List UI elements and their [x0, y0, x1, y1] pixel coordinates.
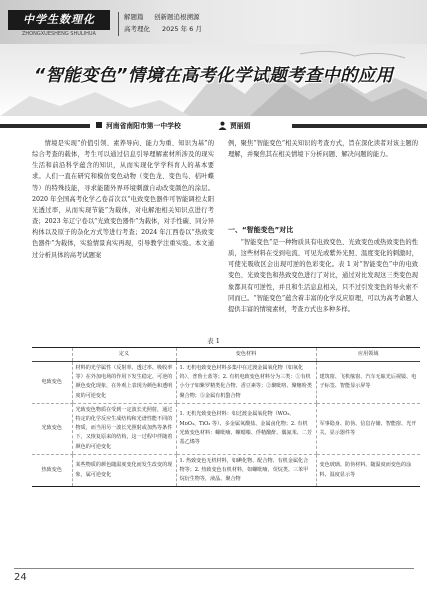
table-cell: 军事隐身、防伪、信息存储、智能窗、光开关、显示器件等 — [316, 403, 420, 454]
table-row — [32, 403, 420, 454]
comparison-table — [32, 347, 420, 487]
journal-logo-subtitle: ZHONGXUESHENG SHULIHUA — [22, 31, 96, 37]
table-cell: 某些物质的颜色随温度变化而发生改变的现象，属可逆变化 — [72, 454, 176, 487]
paragraph: 例，聚焦“智能变色”相关知识的考查方式，旨在深化读者对该主题的理解，并聚焦其在相关情境下分析问题、解决问题的能力。 — [228, 140, 418, 159]
paragraph: “智能变色”是一种物质具有电致变色、光致变色或热致变色的性质，这些材料在受到电流、可见光或紫外光照、温度变化的刺激时，可使光吸收区会出现可逆的色彩变化。表 1 对“智能变色”中的电致变色、光致变色和热致变色进行了对比，通过对比发现这三类变色现象都具有可逆性，并且和生活息息相关，只不过引发变色的导火索不同而已。“智能变色”蕴含着丰富的化学反应原理，可以为高考命题人提供丰富的情境素材，考查方式也多种多样。 — [228, 239, 418, 313]
table-cell: 建筑窗、飞机舷窗、汽车无眩光后视镜、电子标签、智能显示屏等 — [316, 362, 420, 404]
table-header: 定义 — [72, 348, 176, 362]
author-bar-left — [0, 124, 90, 128]
table-cell: 电致变色 — [32, 362, 72, 404]
table-row — [32, 362, 420, 404]
body-column-right — [228, 138, 418, 160]
body-column-left — [32, 138, 214, 261]
page-number: 24 — [14, 572, 27, 583]
header-column: 创新题追根溯源 — [154, 13, 200, 21]
section-heading: 一、“智能变色”对比 — [228, 226, 294, 234]
paragraph: 情境是实现“价值引领、素养导向、能力为重、知识为基”的综合考查的载体，考生可以通过信息引导理解素材所涉及的现实生活和前沿科学蕴含的知识，从而实现化学学科育人的基本要求。人们一直在研究和模仿变色动物（变色龙、变色鸟、桔叶蝶等）的特殊技能，寻求能随外界环境刺激自动改变颜色的涂层。2020 年全国高考化学乙卷首次以“电致变色器件可智能调控太阳光透过率，从而实现节能”为载体，对电解池相关知识点进行考查；2023 年辽宁卷以“光致变色器件”为载体，对手性碳、同分异构体以及原子的杂化方式等进行考查；2024 年江西卷以“热致变色器件”为载体，实验情景真实再现，引导教学注重实验。本文通过分析具体的高考试题案 — [32, 140, 214, 259]
header-issue: 2025 年 6 月 — [162, 25, 202, 33]
table-header-row — [32, 348, 420, 362]
journal-logo: 中学生数理化 — [8, 10, 110, 30]
author-affiliation: 河南省南阳市第一中学校 — [106, 122, 181, 130]
table-cell: 光致变色 — [32, 403, 72, 454]
table-cell: 光致变色物质在受到一定波长光照射，通过特定的化学反应生成结构和光谱性能不同的物质，而当用另一波长光照射或加热等条件下，又恢复原来的结构，这一过程中伴随着颜色的可逆变化 — [72, 403, 176, 454]
person-icon — [218, 121, 227, 130]
table-header — [32, 348, 72, 362]
author-bar-right — [292, 124, 427, 128]
table-header: 变色材料 — [176, 348, 316, 362]
table-header: 应用领域 — [316, 348, 420, 362]
table-caption: 表 1 — [207, 337, 220, 345]
square-bullet-icon — [96, 122, 102, 128]
article-title: “智能变色”情境在高考化学试题考查中的应用 — [33, 66, 394, 86]
author-name: 贾丽娟 — [230, 122, 251, 130]
table-cell: 热致变色 — [32, 454, 72, 487]
body-column-right-cont — [228, 237, 418, 315]
table-cell: 变色玻璃、防伪材料、随温度而变色的涂料、温度显示等 — [316, 454, 420, 487]
table-cell: 1. 无机光致变色材料：如过渡金属氧化物（WO₃、MoO₃、TiO₂ 等）、多金属氧酸盐、金属卤化物；2. 有机光致变色材料：螺吡喃、螺噁嗪、俘精酸酐、偶氮苯、二芳基乙烯等 — [176, 403, 316, 454]
table-cell: 1. 热致变色无机材料，如碘化物、配合物、有机金属化合物等；2. 热致变色有机材料，如螺吡喃、荧烷类、三苯甲烷衍生物等，液晶、聚合物 — [176, 454, 316, 487]
table-row — [32, 454, 420, 487]
table-cell: 材料的光学属性（反射率、透过率、吸收率等）在外加电场的作用下发生稳定、可逆的颜色变化现象，在外观上表现为颜色和透明度的可逆变化 — [72, 362, 176, 404]
table-cell: 1. 无机电致变色材料多集中在过渡金属氧化物（如氧化钨）、普鲁士蓝等；2. 有机电致变色材料分为三类：①有机小分子如紫罗精类化合物、香豆素等；②聚吡咯、聚噻吩类聚合物；③金属有机螯合物 — [176, 362, 316, 404]
header-section: 解题篇 — [124, 13, 144, 21]
footer-rule — [14, 568, 414, 569]
header-category: 高考理化 — [124, 25, 150, 33]
header-divider — [118, 12, 119, 36]
